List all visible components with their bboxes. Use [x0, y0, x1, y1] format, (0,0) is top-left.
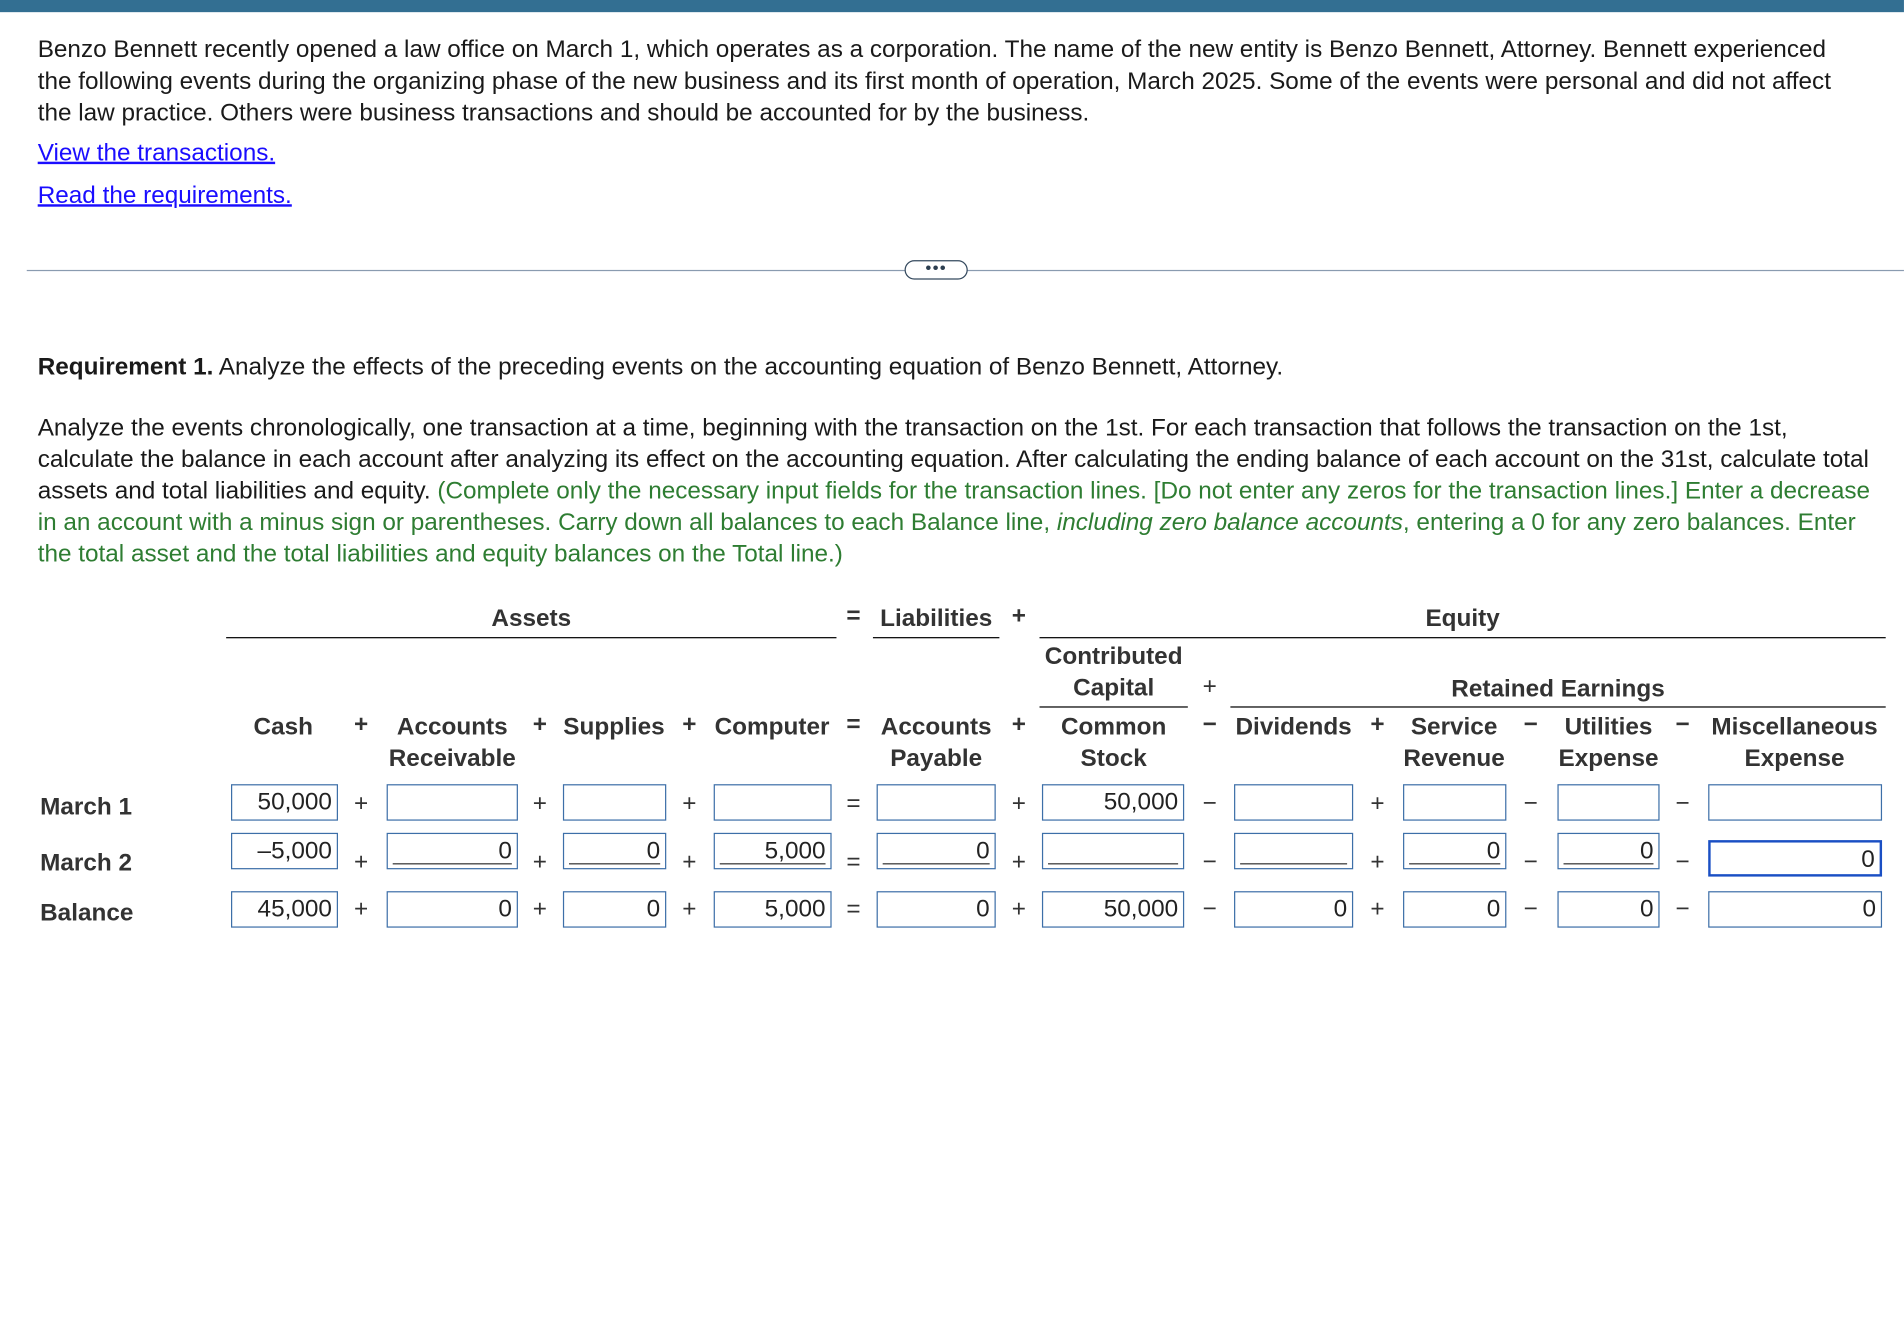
cell-underline: [1409, 863, 1500, 864]
instructions: [38, 412, 1874, 570]
requirement-text: Analyze the effects of the preceding events on the accounting equation of Benzo Bennett, Attorney.: [213, 353, 1284, 381]
miscellaneous-expense-input[interactable]: 0: [1708, 840, 1882, 876]
equals-operator: =: [846, 790, 861, 818]
read-requirements-link[interactable]: Read the requirements.: [37, 182, 292, 210]
column-utilities-expense: [1555, 711, 1662, 774]
row-label-balance: Balance: [40, 899, 134, 927]
column-supplies: Supplies: [563, 713, 665, 741]
service-revenue-input[interactable]: [1403, 784, 1506, 820]
contributed-capital-header: Contributed Capital: [1044, 643, 1183, 702]
instructions-green-1: (Complete only the necessary input fields for the transaction lines. [Do not enter any zeros for the transaction lines.] Enter a decrease in an account with a minus sign or parentheses. Carry down all balances to each Balance line,: [37, 477, 1871, 537]
supplies-balance-input[interactable]: 0: [563, 891, 666, 927]
plus-operator: +: [353, 790, 369, 818]
top-bar: [0, 0, 1904, 12]
column-accounts-receivable: [387, 711, 518, 774]
accounts-payable-input[interactable]: [877, 784, 996, 820]
plus-operator: +: [532, 896, 547, 923]
plus-operator: +: [353, 848, 369, 876]
cell-underline: [569, 863, 660, 864]
plus-operator: +: [682, 896, 697, 923]
minus-operator: −: [1523, 711, 1538, 738]
minus-operator: −: [1202, 790, 1217, 818]
cell-value: 0: [646, 837, 661, 865]
plus-operator: +: [1011, 711, 1026, 738]
plus-operator: +: [1370, 848, 1385, 876]
minus-operator: −: [1675, 790, 1690, 818]
column-cs-line2: Stock: [1080, 745, 1147, 773]
supplies-input[interactable]: [563, 784, 666, 820]
service-revenue-input[interactable]: [1403, 833, 1506, 869]
column-me-line2: Expense: [1744, 745, 1845, 773]
supplies-input[interactable]: [563, 833, 666, 869]
plus-operator: +: [532, 711, 547, 738]
plus-operator: +: [682, 711, 697, 738]
plus-operator: +: [1370, 711, 1385, 738]
miscellaneous-expense-input[interactable]: [1708, 784, 1882, 820]
column-sr-line2: Revenue: [1403, 745, 1505, 773]
expand-more-button[interactable]: •••: [905, 260, 968, 279]
accounts-payable-balance-input[interactable]: 0: [877, 891, 996, 927]
liabilities-header: Liabilities: [880, 605, 993, 633]
column-ap-line1: Accounts: [880, 713, 992, 741]
plus-operator: +: [1011, 790, 1026, 818]
plus-operator: +: [1011, 896, 1026, 923]
accounts-payable-input[interactable]: [877, 833, 996, 869]
cell-underline: [1564, 863, 1654, 864]
minus-operator: −: [1202, 896, 1217, 923]
plus-operator: +: [1202, 673, 1217, 701]
minus-operator: −: [1202, 848, 1217, 876]
equals-operator: =: [846, 896, 861, 923]
requirement-label: Requirement 1.: [37, 353, 214, 381]
accounts-receivable-balance-input[interactable]: 0: [387, 891, 518, 927]
equity-rule: [1040, 637, 1886, 638]
column-ar-line1: Accounts: [396, 713, 508, 741]
column-computer: Computer: [714, 713, 830, 741]
equals-operator: =: [846, 603, 861, 630]
plus-operator: +: [353, 896, 369, 923]
dividends-input[interactable]: [1234, 784, 1353, 820]
minus-operator: −: [1202, 711, 1217, 738]
plus-operator: +: [353, 711, 369, 738]
service-revenue-balance-input[interactable]: 0: [1403, 891, 1506, 927]
row-label-march-1: March 1: [40, 793, 133, 821]
dividends-balance-input[interactable]: 0: [1234, 891, 1353, 927]
instructions-green-italic: including zero balance accounts: [1056, 509, 1403, 537]
problem-intro: Benzo Bennett recently opened a law office on March 1, which operates as a corporation. The name of the new entity is Benzo Bennett, Attorney. Bennett experienced the following events during the organizing phase of the new business and its first month of operation, March 2025. Some of the events were personal and did not affect the law practice. Others were business transactions and should be accounted for by the business.: [37, 36, 1831, 127]
utilities-expense-input[interactable]: [1557, 833, 1659, 869]
column-sr-line1: Service: [1410, 713, 1498, 741]
minus-operator: −: [1523, 848, 1538, 876]
column-me-line1: Miscellaneous: [1711, 713, 1878, 741]
equals-operator: =: [846, 711, 861, 738]
utilities-expense-balance-input[interactable]: 0: [1557, 891, 1659, 927]
common-stock-balance-input[interactable]: 50,000: [1042, 891, 1184, 927]
instructions-plain: Analyze the events chronologically, one transaction at a time, beginning with the transaction on the 1st. For each transaction that follows the transaction on the 1st, calculate the balance in each account after analyzing its effect on the accounting equation. After calculating the ending balance of each account on the 31st, calculate total assets and total liabilities and equity.: [37, 414, 1869, 505]
retained-earnings-header: Retained Earnings: [1451, 675, 1665, 703]
cash-balance-input[interactable]: 45,000: [231, 891, 338, 927]
minus-operator: −: [1675, 848, 1690, 876]
plus-operator: +: [1011, 603, 1026, 630]
minus-operator: −: [1523, 896, 1538, 923]
equals-operator: =: [846, 848, 861, 876]
cell-underline: [883, 863, 990, 864]
column-ar-line2: Receivable: [388, 745, 516, 773]
cell-underline: [1048, 863, 1178, 864]
column-ue-line1: Utilities: [1564, 713, 1653, 741]
plus-operator: +: [1370, 790, 1385, 818]
minus-operator: −: [1523, 790, 1538, 818]
column-miscellaneous-expense: [1702, 711, 1887, 774]
view-transactions-link[interactable]: View the transactions.: [37, 139, 276, 167]
computer-balance-input[interactable]: 5,000: [714, 891, 832, 927]
row-label-march-2: March 2: [40, 849, 133, 877]
cell-underline: [393, 863, 512, 864]
minus-operator: −: [1675, 711, 1690, 738]
plus-operator: +: [532, 790, 547, 818]
column-common-stock: [1040, 711, 1188, 774]
plus-operator: +: [532, 848, 547, 876]
column-service-revenue: [1401, 711, 1508, 774]
cell-value: 0: [498, 837, 512, 865]
equity-header: Equity: [1425, 605, 1500, 633]
common-stock-input[interactable]: [1042, 833, 1184, 869]
column-dividends: Dividends: [1235, 713, 1352, 741]
liabilities-rule: [873, 637, 999, 638]
cell-underline: [1240, 863, 1347, 864]
plus-operator: +: [682, 848, 697, 876]
column-cash: Cash: [253, 713, 314, 741]
column-cs-line1: Common: [1060, 713, 1167, 741]
common-stock-input[interactable]: 50,000: [1042, 784, 1184, 820]
plus-operator: +: [1011, 848, 1026, 876]
requirement-title: [38, 354, 1283, 382]
accounts-receivable-input[interactable]: [387, 833, 518, 869]
column-accounts-payable: [873, 711, 999, 774]
cell-value: 0: [976, 837, 990, 865]
column-ue-line2: Expense: [1558, 745, 1659, 773]
cell-value: 0: [1486, 837, 1501, 865]
accounts-receivable-input[interactable]: [387, 784, 518, 820]
miscellaneous-expense-balance-input[interactable]: 0: [1708, 891, 1882, 927]
computer-input[interactable]: [714, 833, 832, 869]
computer-input[interactable]: [714, 784, 832, 820]
retained-earnings-rule: [1230, 706, 1885, 707]
cash-input[interactable]: –5,000: [231, 833, 338, 869]
plus-operator: +: [682, 790, 697, 818]
cell-underline: [720, 863, 826, 864]
cash-input[interactable]: 50,000: [231, 784, 338, 820]
cell-value: 0: [1639, 837, 1654, 865]
assets-header: Assets: [491, 605, 572, 633]
contributed-capital-rule: [1040, 706, 1188, 707]
utilities-expense-input[interactable]: [1557, 784, 1659, 820]
minus-operator: −: [1675, 896, 1690, 923]
plus-operator: +: [1370, 896, 1385, 923]
column-ap-line2: Payable: [890, 745, 983, 773]
dividends-input[interactable]: [1234, 833, 1353, 869]
cell-value: 5,000: [764, 837, 826, 865]
assets-rule: [226, 637, 836, 638]
instructions-green-2: , entering a 0 for any zero balances. Enter the total asset and the total liabilities and equity balances on the Total line.): [37, 509, 1856, 568]
